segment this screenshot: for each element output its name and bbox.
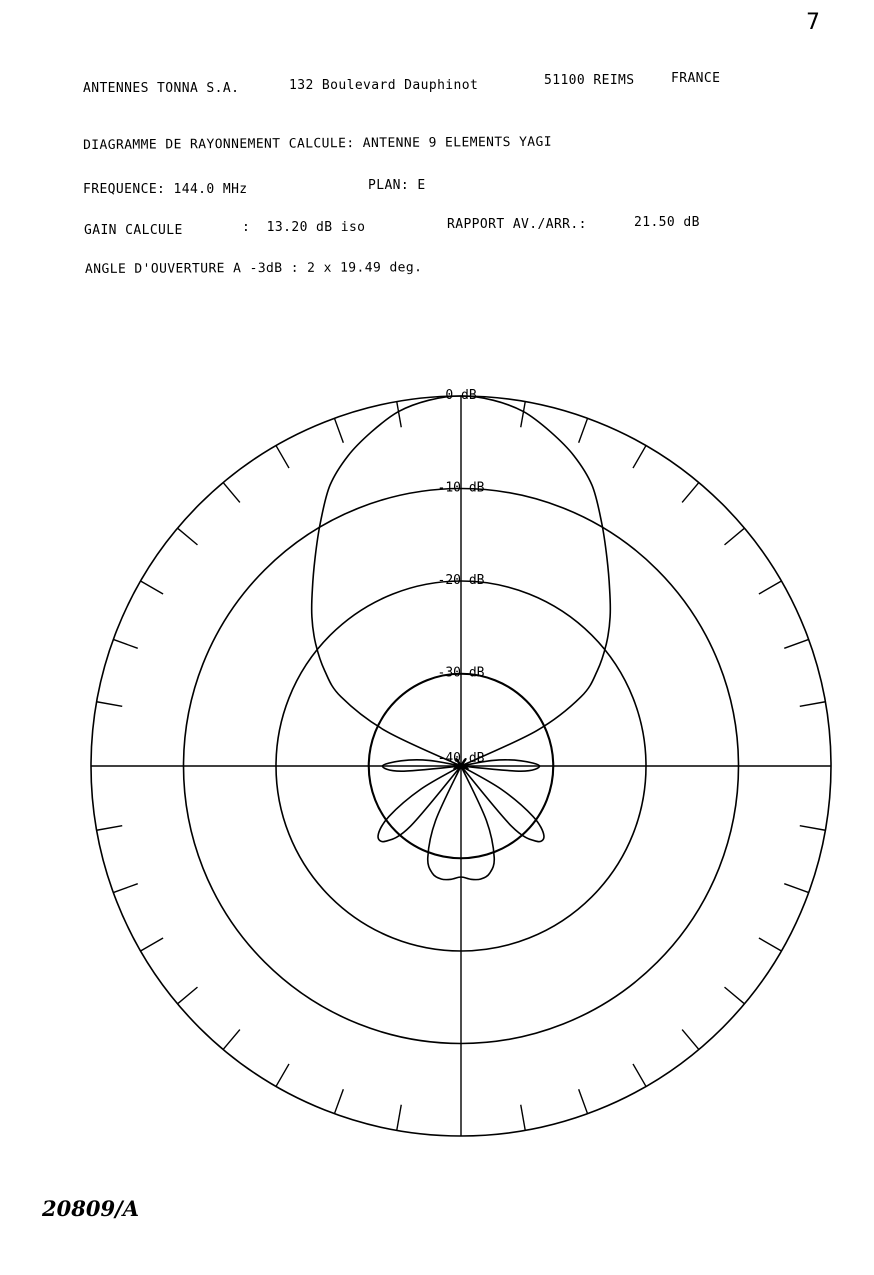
gain-label: GAIN CALCULE: [84, 223, 183, 238]
angle-tick: [784, 639, 808, 648]
ring-label: -30 dB: [437, 665, 485, 681]
gain-value: : 13.20 dB iso: [242, 220, 366, 235]
angle-tick: [784, 884, 808, 893]
company-address: 132 Boulevard Dauphinot: [289, 78, 479, 93]
angle-tick: [682, 1030, 699, 1050]
angle-tick: [759, 938, 782, 951]
angle-tick: [178, 528, 198, 545]
company-country: FRANCE: [671, 71, 721, 86]
angle-tick: [521, 402, 526, 428]
plane-text: PLAN: E: [368, 178, 426, 193]
angle-tick: [141, 581, 164, 594]
angle-tick: [334, 418, 343, 442]
angle-tick: [633, 446, 646, 469]
angle-tick: [725, 528, 745, 545]
page-number: 7: [806, 10, 821, 35]
angle-tick: [97, 826, 123, 831]
company-name: ANTENNES TONNA S.A.: [83, 81, 240, 96]
angle-tick: [113, 639, 137, 648]
diagram-title: DIAGRAMME DE RAYONNEMENT CALCULE: ANTENNE 9 ELEMENTS YAGI: [83, 134, 553, 153]
beamwidth-text: ANGLE D'OUVERTURE A -3dB : 2 x 19.49 deg.: [85, 260, 423, 277]
ring-label: 0 dB: [445, 388, 477, 403]
ring-label: -20 dB: [437, 573, 485, 588]
angle-tick: [800, 826, 826, 831]
angle-tick: [276, 1064, 289, 1087]
ring-label: -40 dB: [437, 751, 485, 766]
ring-label: -10 dB: [437, 480, 485, 496]
ratio-label: RAPPORT AV./ARR.:: [447, 217, 587, 232]
angle-tick: [334, 1089, 343, 1113]
angle-tick: [579, 1089, 588, 1113]
angle-tick: [397, 1105, 402, 1131]
ratio-value: 21.50 dB: [634, 215, 700, 230]
angle-tick: [223, 1030, 240, 1050]
angle-tick: [113, 884, 137, 893]
angle-tick: [521, 1105, 526, 1131]
frequency-text: FREQUENCE: 144.0 MHz: [83, 182, 248, 197]
company-city: 51100 REIMS: [544, 73, 635, 88]
angle-tick: [725, 987, 745, 1004]
angle-tick: [682, 483, 699, 503]
angle-tick: [579, 418, 588, 442]
angle-tick: [223, 483, 240, 503]
angle-tick: [276, 446, 289, 469]
angle-tick: [141, 938, 164, 951]
reference-number: 20809/A: [42, 1196, 140, 1221]
angle-tick: [633, 1064, 646, 1087]
angle-tick: [97, 702, 123, 707]
angle-tick: [800, 702, 826, 707]
angle-tick: [178, 987, 198, 1004]
angle-tick: [759, 581, 782, 594]
angle-tick: [397, 402, 402, 428]
